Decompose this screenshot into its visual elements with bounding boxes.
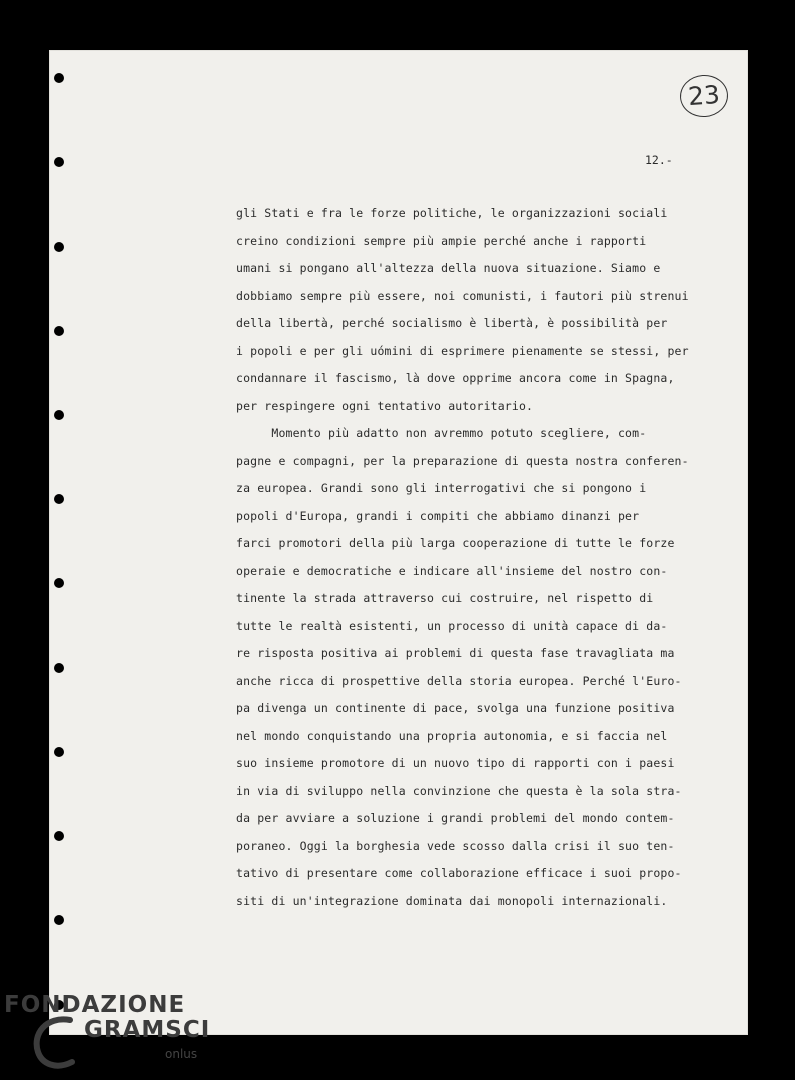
text-line: per respingere ogni tentativo autoritario.: [236, 398, 534, 413]
text-line: umani si pongano all'altezza della nuova situazione. Siamo e: [236, 261, 661, 275]
text-line: re risposta positiva ai problemi di questa fase travagliata ma: [236, 646, 675, 660]
text-line: della libertà, perché socialismo è libertà, è possibilità per: [236, 316, 668, 330]
binder-hole: [54, 494, 64, 504]
text-line: i popoli e per gli uómini di esprimere pienamente se stessi, per: [236, 343, 689, 358]
text-line: suo insieme promotore di un nuovo tipo di rapporti con i paesi: [236, 756, 675, 770]
watermark-line-2: GRAMSCI: [84, 1017, 211, 1043]
binder-hole: [54, 157, 64, 167]
binder-hole: [54, 915, 64, 925]
text-line: poraneo. Oggi la borghesia vede scosso dalla crisi il suo ten-: [236, 838, 675, 853]
typed-page-number: 12.-: [645, 153, 673, 167]
text-line: tutte le realtà esistenti, un processo di unità capace di da-: [236, 618, 668, 633]
watermark-line-1: FONDAZIONE: [4, 992, 186, 1018]
document-body: [236, 200, 726, 915]
watermark-suffix: onlus: [165, 1047, 198, 1061]
watermark-swirl-icon: [26, 1012, 86, 1074]
binder-hole: [54, 578, 64, 588]
text-line: nel mondo conquistando una propria autonomia, e si faccia nel: [236, 728, 668, 743]
binder-hole: [54, 73, 64, 83]
binder-hole: [54, 410, 64, 420]
text-line: pagne e compagni, per la preparazione di questa nostra conferen-: [236, 453, 689, 468]
binder-hole: [54, 747, 64, 757]
handwritten-page-number: 23: [679, 73, 730, 118]
text-line: gli Stati e fra le forze politiche, le organizzazioni sociali: [236, 206, 668, 220]
binder-hole: [54, 326, 64, 336]
text-line: condannare il fascismo, là dove opprime ancora come in Spagna,: [236, 371, 675, 385]
text-line: Momento più adatto non avremmo potuto scegliere, com-: [236, 426, 647, 440]
text-line: siti di un'integrazione dominata dai monopoli internazionali.: [236, 893, 668, 908]
text-line: creino condizioni sempre più ampie perché anche i rapporti: [236, 233, 647, 248]
text-line: popoli d'Europa, grandi i compiti che abbiamo dinanzi per: [236, 508, 640, 523]
binder-hole: [54, 663, 64, 673]
text-line: da per avviare a soluzione i grandi problemi del mondo contem-: [236, 811, 675, 825]
text-line: farci promotori della più larga cooperazione di tutte le forze: [236, 536, 675, 550]
binder-hole: [54, 831, 64, 841]
binder-hole: [54, 242, 64, 252]
text-line: anche ricca di prospettive della storia europea. Perché l'Euro-: [236, 673, 682, 688]
text-line: pa divenga un continente di pace, svolga una funzione positiva: [236, 701, 675, 715]
text-line: tinente la strada attraverso cui costruire, nel rispetto di: [236, 591, 654, 605]
text-line: in via di sviluppo nella convinzione che questa è la sola stra-: [236, 783, 682, 798]
text-line: dobbiamo sempre più essere, noi comunisti, i fautori più strenui: [236, 288, 689, 303]
text-line: za europea. Grandi sono gli interrogativi che si pongono i: [236, 481, 647, 495]
text-line: tativo di presentare come collaborazione efficace i suoi propo-: [236, 866, 682, 880]
text-line: operaie e democratiche e indicare all'insieme del nostro con-: [236, 563, 668, 578]
foundation-watermark-logo: [0, 990, 220, 1080]
